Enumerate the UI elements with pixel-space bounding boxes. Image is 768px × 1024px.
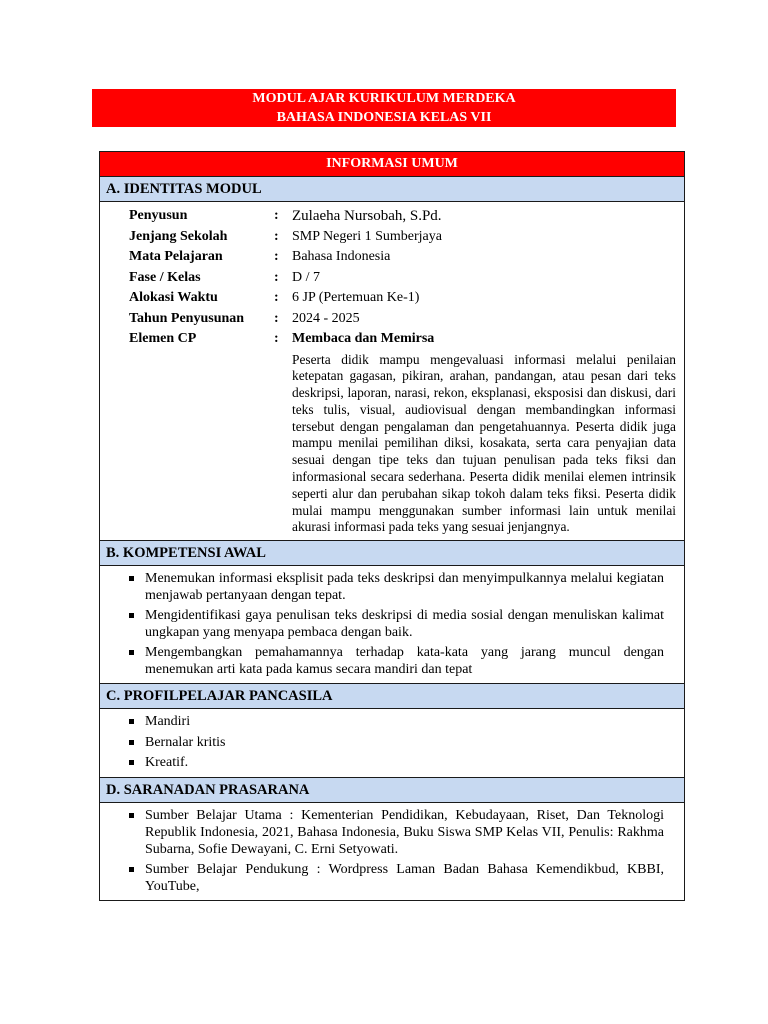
list-item: Sumber Belajar Pendukung : Wordpress Laman Badan Bahasa Kemendikbud, KBBI, YouTube,	[145, 861, 664, 894]
ident-colon: :	[274, 208, 279, 223]
list-item: Menemukan informasi eksplisit pada teks deskripsi dan menyimpulkannya melalui kegiatan menjawab pertanyaan dengan tepat.	[145, 571, 664, 604]
ident-row-mapel	[129, 247, 676, 268]
elemen-cp-description: Peserta didik mampu mengevaluasi informasi melalui penilaian ketepatan gagasan, pikiran, arahan, pandangan, atau pesan dari teks deskripsi, laporan, narasi, rekon, eksplanasi, eksposisi dan diskusi, dari teks tulis, visual, audiovisual dengan membandingkan informasi tersebut dengan pengalaman dan pengetahuannya. Peserta didik juga mampu menilai pemilihan diksi, kosakata, serta cara penyajian data sesuai dengan tipe teks dan tujuan penulisan pada teks fiksi dan informasional secara sederhana. Peserta didik menilai elemen intrinsik seperti alur dan perubahan sikap tokoh dalam teks fiksi. Peserta didik mulai mampu menggunakan sumber informasi lain untuk menilai akurasi informasi pada teks yang sesuai jenjangnya.	[292, 351, 676, 535]
section-a-header: A. IDENTITAS MODUL	[100, 177, 685, 202]
ident-value: Bahasa Indonesia	[292, 249, 391, 264]
list-item: Kreatif.	[145, 754, 664, 772]
ident-row-elemen-cp	[129, 329, 676, 536]
ident-label: Elemen CP	[129, 331, 197, 346]
title-line-2: BAHASA INDONESIA KELAS VII	[276, 110, 492, 125]
informasi-umum-header: INFORMASI UMUM	[100, 152, 685, 177]
kompetensi-awal-list	[100, 566, 684, 683]
ident-row-alokasi	[129, 288, 676, 309]
elemen-cp-title: Membaca dan Memirsa	[292, 331, 435, 346]
ident-colon: :	[274, 249, 279, 264]
list-item: Mengembangkan pemahamannya terhadap kata-kata yang jarang muncul dengan menemukan arti kata pada kamus secara mandiri dan tepat	[145, 645, 664, 678]
ident-value: D / 7	[292, 269, 320, 285]
section-b-header: B. KOMPETENSI AWAL	[100, 541, 685, 566]
document-title-banner	[92, 89, 676, 127]
section-c-header: C. PROFILPELAJAR PANCASILA	[100, 684, 685, 709]
ident-colon: :	[274, 269, 279, 285]
ident-row-jenjang	[129, 227, 676, 248]
ident-label: Jenjang Sekolah	[129, 228, 228, 244]
kompetensi-awal-body	[100, 566, 685, 684]
elemen-cp-value	[292, 329, 676, 536]
ident-value: 6 JP (Pertemuan Ke-1)	[292, 290, 420, 305]
ident-label: Alokasi Waktu	[129, 290, 218, 305]
sarana-prasarana-list	[100, 803, 684, 900]
identitas-modul-body	[100, 202, 685, 541]
ident-value: SMP Negeri 1 Sumberjaya	[292, 228, 442, 244]
list-item: Mandiri	[145, 713, 664, 731]
section-d-header: D. SARANADAN PRASARANA	[100, 777, 685, 802]
ident-label: Penyusun	[129, 208, 188, 223]
profil-pelajar-body	[100, 709, 685, 778]
title-line-1: MODUL AJAR KURIKULUM MERDEKA	[252, 91, 516, 106]
ident-value: 2024 - 2025	[292, 310, 360, 326]
ident-colon: :	[274, 290, 279, 305]
ident-row-fase	[129, 268, 676, 289]
profil-pelajar-list	[100, 709, 684, 777]
ident-label: Fase / Kelas	[129, 269, 201, 285]
ident-label: Mata Pelajaran	[129, 249, 223, 264]
sarana-prasarana-body	[100, 802, 685, 900]
list-item: Mengidentifikasi gaya penulisan teks deskripsi di media sosial dengan menuliskan kalimat ungkapan yang menyapa pembaca dengan baik.	[145, 608, 664, 641]
ident-label: Tahun Penyusunan	[129, 310, 245, 326]
ident-colon: :	[274, 228, 279, 244]
ident-value: Zulaeha Nursobah, S.Pd.	[292, 208, 442, 224]
ident-colon: :	[274, 331, 279, 346]
list-item: Sumber Belajar Utama : Kementerian Pendidikan, Kebudayaan, Riset, Dan Teknologi Republik Indonesia, 2021, Bahasa Indonesia, Buku Siswa SMP Kelas VII, Penulis: Rakhma Subarna, Sofie Dewayani, C. Erni Setyowati.	[145, 807, 664, 857]
ident-row-penyusun	[129, 206, 676, 227]
list-item: Bernalar kritis	[145, 734, 664, 752]
module-info-table	[99, 151, 685, 901]
ident-row-tahun	[129, 309, 676, 330]
ident-colon: :	[274, 310, 279, 326]
